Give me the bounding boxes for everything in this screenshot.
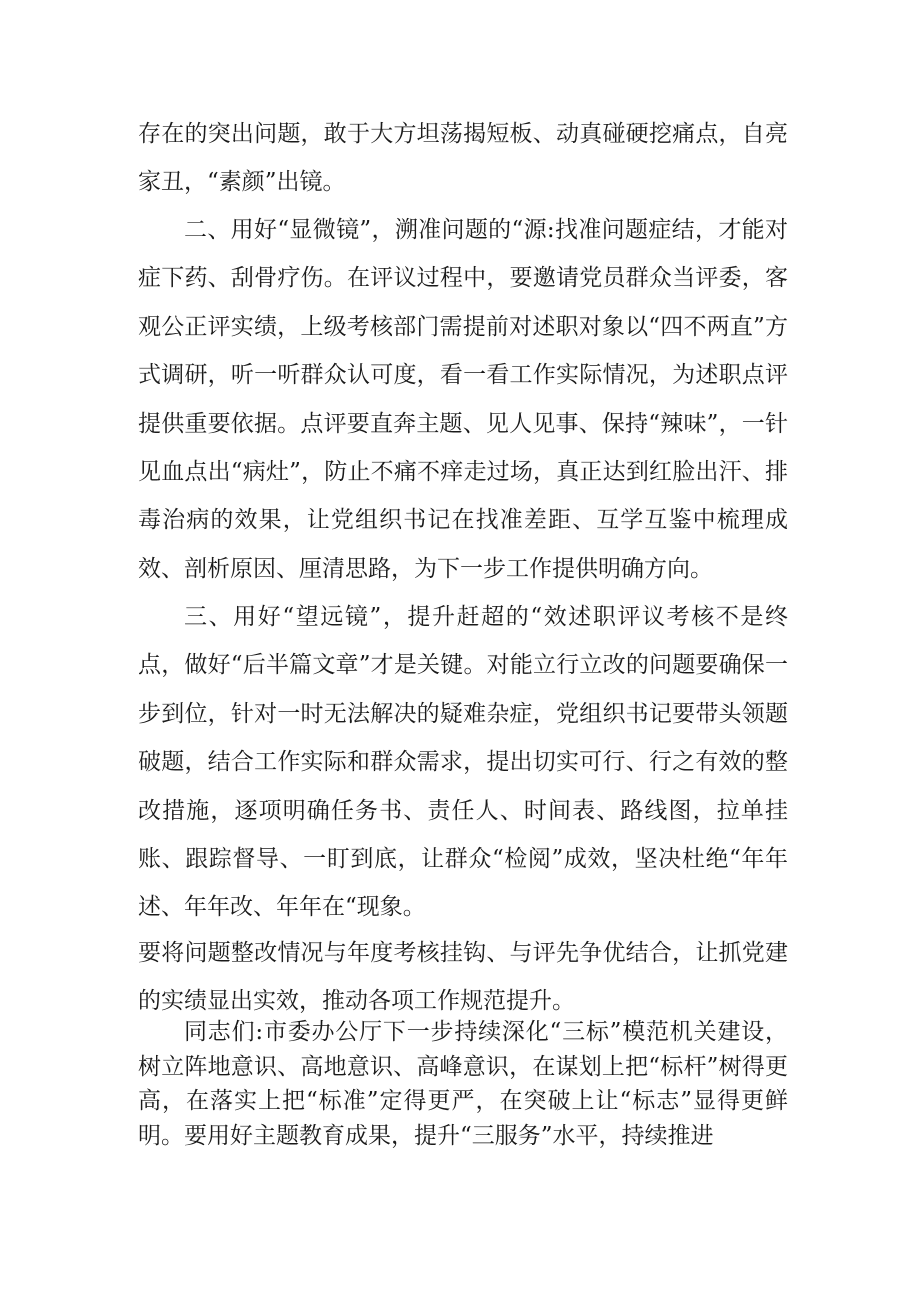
paragraph-section-three: 三、用好“望远镜”，提升赶超的“效述职评议考核不是终点，做好“后半篇文章”才是关键。对能立行立改的问题要确保一步到位，针对一时无法解决的疑难杂症，党组织书记要带头领题破题，结合工作实际和群众需求，提出切实可行、行之有效的整改措施，逐项明确任务书、责任人、时间表、路线图，拉单挂账、跟踪督导、一盯到底，让群众“检阅”成效，坚决杜绝“年年述、年年改、年年在“现象。 [138, 604, 788, 921]
paragraph-continued: 存在的突出问题，敢于大方坦荡揭短板、动真碰硬挖痛点，自亮家丑，“素颜”出镜。 [138, 121, 788, 196]
paragraph-closing: 同志们:市委办公厅下一步持续深化“三标”模范机关建设，树立阵地意识、高地意识、高峰意识，在谋划上把“标杆”树得更高，在落实上把“标准”定得更严，在突破上让“标志”显得更鲜明。要用好主题教育成果，提升“三服务”水平，持续推进 [138, 1019, 788, 1149]
paragraph-rectification: 要将问题整改情况与年度考核挂钩、与评先争优结合，让抓党建的实绩显出实效，推动各项工作规范提升。 [138, 940, 788, 1015]
paragraph-section-two: 二、用好“显微镜”，溯准问题的“源:找准问题症结，才能对症下药、刮骨疗伤。在评议过程中，要邀请党员群众当评委，客观公正评实绩，上级考核部门需提前对述职对象以“四不两直”方式调研，听一听群众认可度，看一看工作实际情况，为述职点评提供重要依据。点评要直奔主题、见人见事、保持“辣味”，一针见血点出“病灶”，防止不痛不痒走过场，真正达到红脸出汗、排毒治病的效果，让党组织书记在找准差距、互学互鉴中梳理成效、剖析原因、厘清思路，为下一步工作提供明确方向。 [138, 217, 788, 582]
